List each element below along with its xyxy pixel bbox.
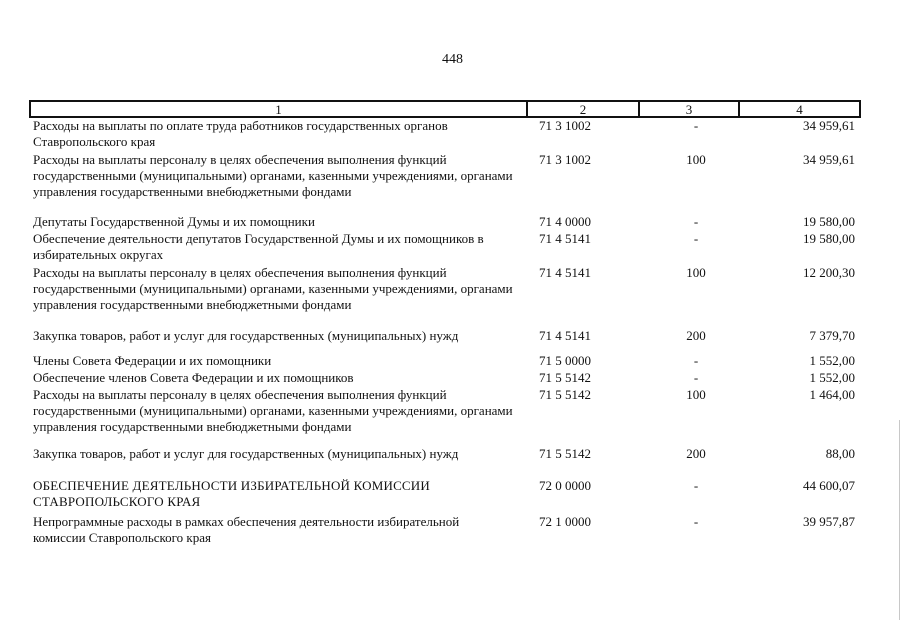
row-code: 71 4 0000 (539, 214, 591, 229)
row-code: 71 5 5142 (539, 387, 591, 402)
row-code: 71 4 5141 (539, 231, 591, 246)
table-header-row (30, 101, 860, 117)
row-name: Члены Совета Федерации и их помощники (33, 353, 272, 368)
row-code: 71 5 5142 (539, 446, 591, 461)
row-code: 71 3 1002 (539, 118, 591, 133)
row-code: 71 3 1002 (539, 152, 591, 167)
row-amount: 19 580,00 (803, 231, 855, 246)
table-row (30, 446, 860, 478)
row-amount: 88,00 (825, 446, 855, 461)
row-vr: 100 (686, 387, 706, 402)
row-name: Непрограммные расходы в рамках обеспечения деятельности избирательной комиссии Ставропольского края (33, 514, 460, 545)
row-amount: 44 600,07 (803, 478, 855, 493)
row-amount: 34 959,61 (803, 118, 855, 133)
header-col-1: 1 (30, 101, 527, 117)
budget-table (29, 100, 861, 548)
row-vr: 100 (686, 152, 706, 167)
header-col-2: 2 (527, 101, 639, 117)
row-vr: - (693, 514, 699, 529)
row-name: Расходы на выплаты по оплате труда работников государственных органов Ставропольского края (33, 118, 448, 149)
row-name: Депутаты Государственной Думы и их помощники (33, 214, 315, 229)
row-name: Обеспечение деятельности депутатов Государственной Думы и их помощников в избирательных округах (33, 231, 484, 262)
row-vr: - (693, 231, 699, 246)
row-code: 72 1 0000 (539, 514, 591, 529)
row-code: 71 5 0000 (539, 353, 591, 368)
row-amount: 12 200,30 (803, 265, 855, 280)
row-amount: 7 379,70 (809, 328, 855, 343)
table-row (30, 387, 860, 446)
row-name: Закупка товаров, работ и услуг для государственных (муниципальных) нужд (33, 328, 459, 343)
row-vr: 100 (686, 265, 706, 280)
table-row (30, 328, 860, 353)
table-row (30, 214, 860, 231)
row-name: Расходы на выплаты персоналу в целях обеспечения выполнения функций государственными (муниципальными) органами, казенными учреждениями, органами управления государственными внебюджетными фондами (33, 265, 513, 312)
table-row (30, 231, 860, 265)
row-amount: 1 552,00 (809, 370, 855, 385)
row-vr: - (693, 478, 699, 493)
row-name: Закупка товаров, работ и услуг для государственных (муниципальных) нужд (33, 446, 459, 461)
row-vr: 200 (686, 328, 706, 343)
row-vr: - (693, 353, 699, 368)
row-vr: - (693, 370, 699, 385)
row-amount: 19 580,00 (803, 214, 855, 229)
header-col-3: 3 (639, 101, 739, 117)
row-name: Расходы на выплаты персоналу в целях обеспечения выполнения функций государственными (муниципальными) органами, казенными учреждениями, органами управления государственными внебюджетными фондами (33, 152, 513, 199)
table-row (30, 353, 860, 370)
row-vr: - (693, 214, 699, 229)
row-amount: 34 959,61 (803, 152, 855, 167)
scan-edge-line (899, 420, 900, 620)
row-amount: 39 957,87 (803, 514, 855, 529)
row-name: Обеспечение членов Совета Федерации и их помощников (33, 370, 354, 385)
table-row (30, 478, 860, 514)
page-number: 448 (442, 52, 463, 67)
row-code: 71 5 5142 (539, 370, 591, 385)
table-row (30, 514, 860, 548)
table-row (30, 152, 860, 214)
table-row (30, 265, 860, 328)
header-col-4: 4 (739, 101, 860, 117)
row-vr: - (693, 118, 699, 133)
row-code: 71 4 5141 (539, 265, 591, 280)
table-row (30, 117, 860, 152)
row-code: 72 0 0000 (539, 478, 591, 493)
row-name: ОБЕСПЕЧЕНИЕ ДЕЯТЕЛЬНОСТИ ИЗБИРАТЕЛЬНОЙ КОМИССИИ СТАВРОПОЛЬСКОГО КРАЯ (33, 478, 430, 509)
table-row (30, 370, 860, 387)
row-name: Расходы на выплаты персоналу в целях обеспечения выполнения функций государственными (муниципальными) органами, казенными учреждениями, органами управления государственными внебюджетными фондами (33, 387, 513, 434)
row-vr: 200 (686, 446, 706, 461)
row-code: 71 4 5141 (539, 328, 591, 343)
row-amount: 1 464,00 (809, 387, 855, 402)
row-amount: 1 552,00 (809, 353, 855, 368)
